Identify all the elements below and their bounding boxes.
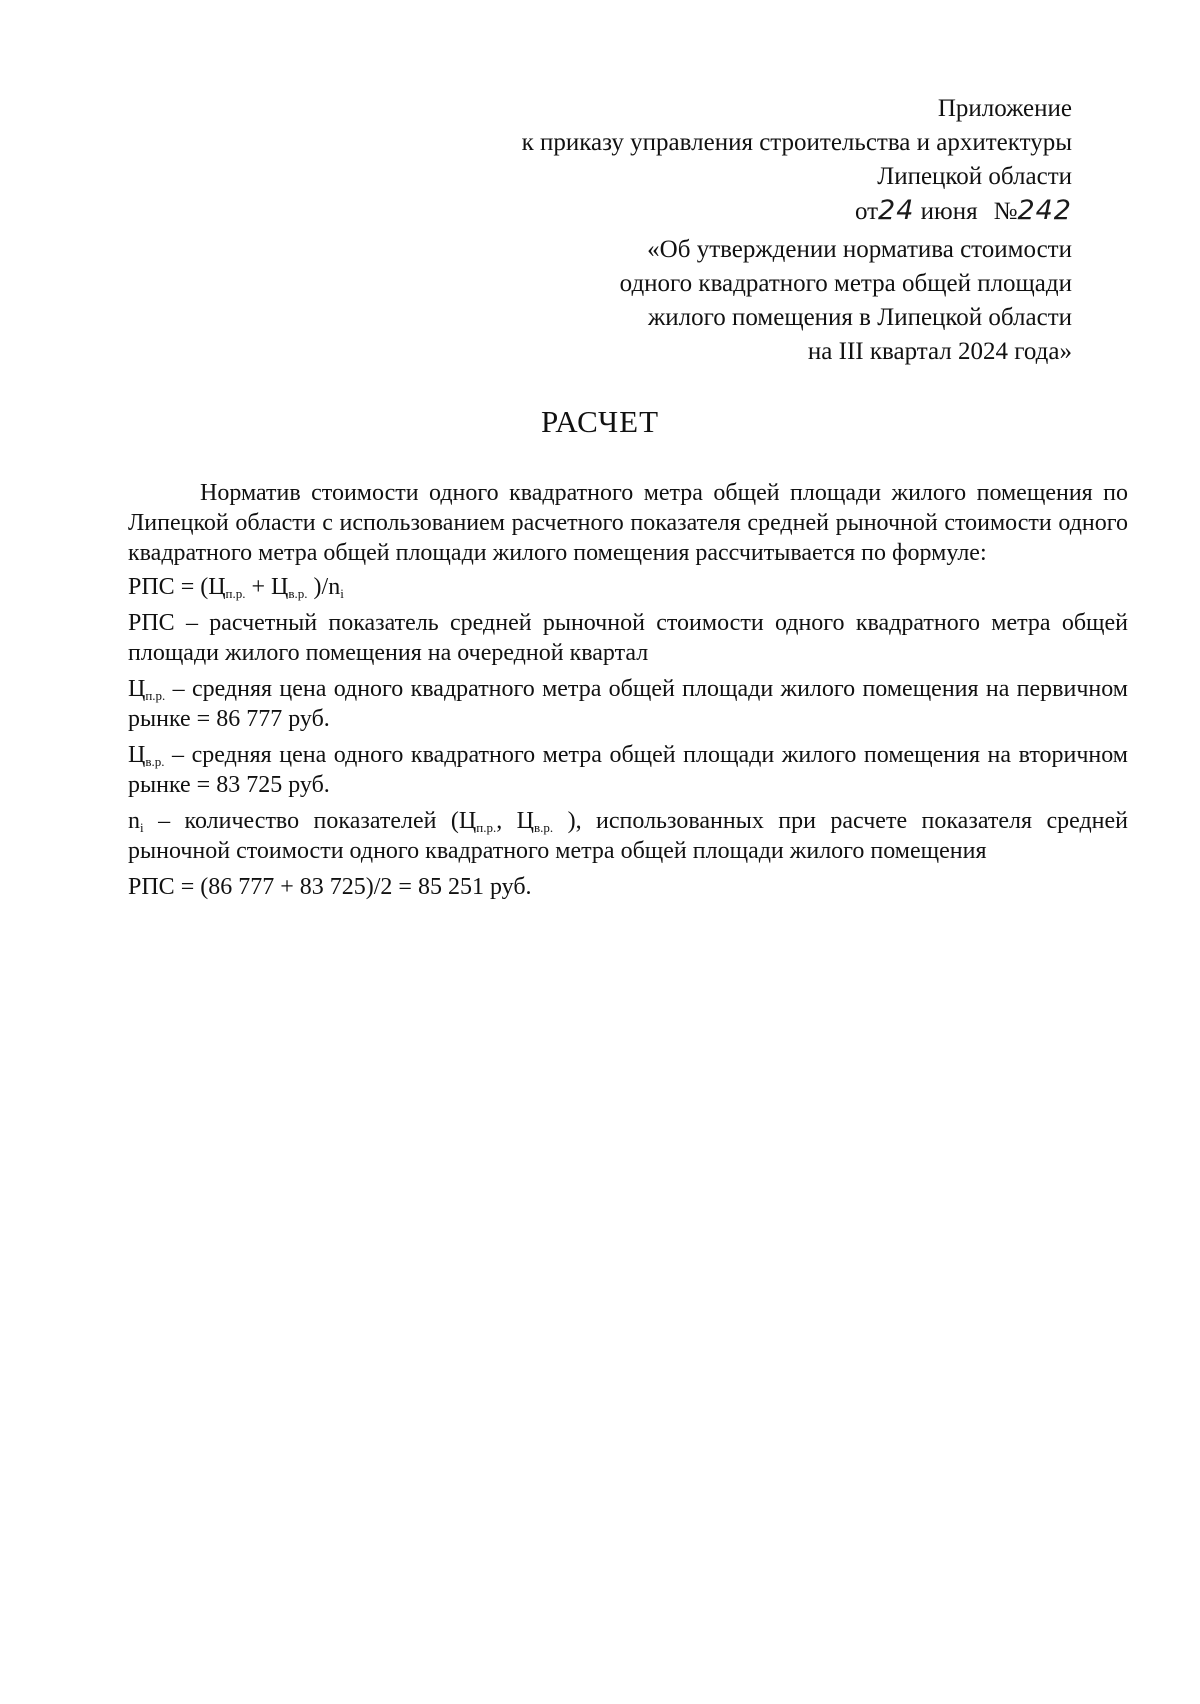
definition-primary-price: $Ц_{п.р.}$ – средняя цена одного квадратного метра общей площади жилого помещения на первичном рынке = 86 777 руб. [128,676,1128,732]
order-subject-line-1: «Об утверждении норматива стоимости [647,236,1072,263]
order-subject-line-3: жилого помещения в Липецкой области [648,304,1072,331]
region-name: Липецкой области [877,163,1072,190]
order-reference: к приказу управления строительства и архитектуры [521,129,1072,156]
definition-indicator-count: $n_i$ – количество показателей ($Ц_{п.р.}$, $Ц_{в.р.}$ ), использованных при расчете показателя средней рыночной стоимости одного квадратного метра общей площади жилого помещения [128,808,1128,864]
appendix-label: Приложение [937,95,1072,122]
definition-secondary-price: $Ц_{в.р.}$ – средняя цена одного квадратного метра общей площади жилого помещения на вторичном рынке = 83 725 руб. [128,742,1128,798]
order-number-handwritten: 242 [1017,195,1072,226]
intro-paragraph: Норматив стоимости одного квадратного метра общей площади жилого помещения по Липецкой области с использованием расчетного показателя средней рыночной стоимости одного квадратного метра общей площади жилого помещения рассчитывается по формуле: [128,480,1128,566]
number-sign: № [993,198,1018,225]
date-day-handwritten: 24 [878,195,915,226]
appendix-header [312,92,1072,369]
date-prefix: от [854,198,879,225]
calculation-body [128,478,1128,902]
result-line: РПС = (86 777 + 83 725)/2 = 85 251 руб. [128,874,532,900]
order-subject-line-2: одного квадратного метра общей площади [619,270,1072,297]
formula-line: РПС = ($Ц_{п.р.} + Ц_{в.р.}$ )$/n_i$ [128,574,344,601]
order-subject-line-4: на III квартал 2024 года» [807,338,1072,365]
order-date-line [312,194,1072,229]
definition-rps: РПС – расчетный показатель средней рыночной стоимости одного квадратного метра общей площади жилого помещения на очередной квартал [128,610,1128,666]
document-title: РАСЧЕТ [540,404,660,439]
date-month: июня [920,198,978,225]
